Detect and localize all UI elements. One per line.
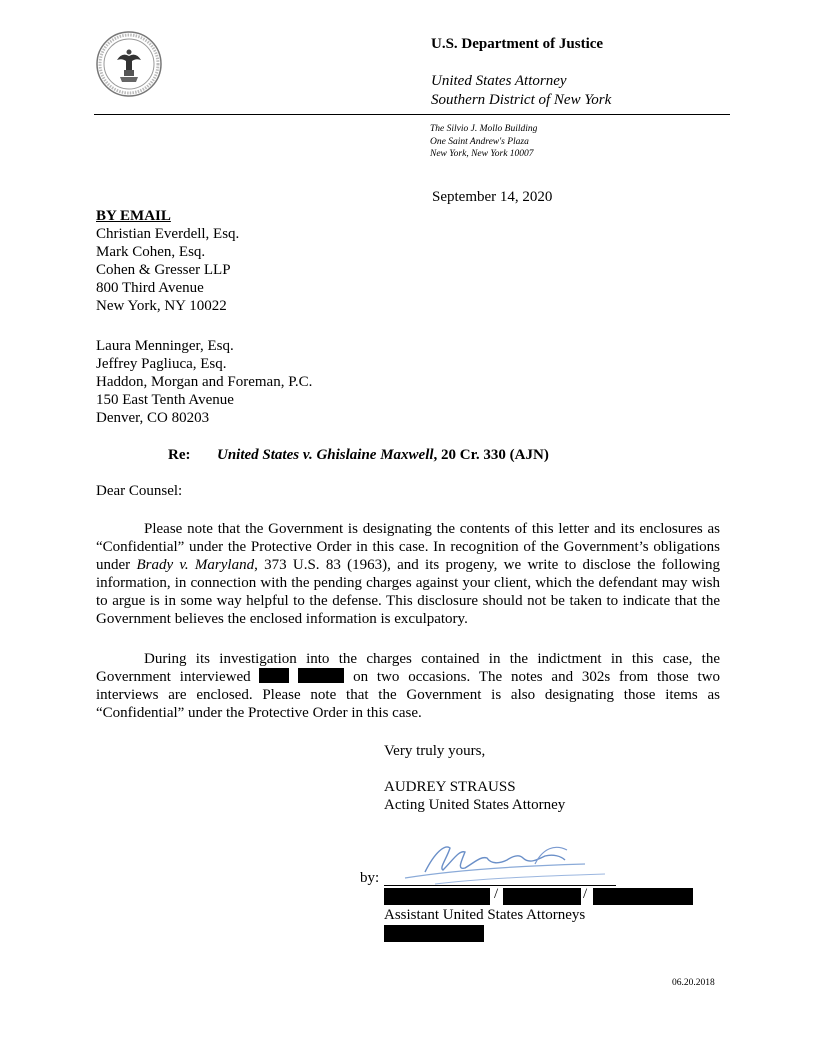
paragraph-text: Please note that the Government is designating the contents of this letter and its enclosures as “Confidential” under the Protective Order in this case. In recognition of the Government’s obligations under (96, 521, 720, 573)
redaction-box (503, 888, 581, 905)
case-name: United States v. Ghislaine Maxwell (217, 447, 434, 463)
redaction-box (384, 925, 484, 942)
re-line (168, 447, 549, 464)
recipient-line: Laura Menninger, Esq. (96, 338, 234, 354)
paragraph-text: During its investigation into the charges contained in the indictment in this case, the Government interviewed (96, 651, 720, 685)
paragraph-text: , 373 U.S. 83 (1963), and its progeny, we write to disclose the following information, in connection with the pending charges against your client, which the defendant may wish to argue is in some way helpful to the defense. This disclosure should not be taken to indicate that the Government believes the enclosed information is exculpatory. (96, 557, 720, 627)
recipient-block-1 (96, 207, 239, 315)
footer-code: 06.20.2018 (672, 978, 715, 988)
recipient-line: Haddon, Morgan and Foreman, P.C. (96, 374, 313, 390)
office-line-2: Southern District of New York (431, 92, 612, 108)
recipient-line: Cohen & Gresser LLP (96, 262, 231, 278)
address-line-2: One Saint Andrew's Plaza (430, 137, 529, 147)
recipient-line: Denver, CO 80203 (96, 410, 210, 426)
case-number: , 20 Cr. 330 (AJN) (433, 447, 549, 463)
redaction-box (384, 888, 490, 905)
recipient-line: Mark Cohen, Esq. (96, 244, 206, 260)
recipient-line: 800 Third Avenue (96, 280, 204, 296)
re-label: Re: (168, 447, 191, 463)
paragraph-text: on two occasions. The notes and 302s from those two interviews are enclosed. Please note that the Government is also designating those items as “Confidential” under the Protective Order in this case. (96, 669, 721, 721)
header-divider (94, 114, 730, 115)
handwritten-signature (395, 834, 615, 890)
department-name: U.S. Department of Justice (431, 36, 604, 52)
doj-seal-logo (92, 30, 166, 98)
case-citation: Brady v. Maryland (136, 557, 255, 573)
salutation: Dear Counsel: (96, 483, 183, 499)
by-label: by: (360, 870, 380, 886)
redaction-box (593, 888, 693, 905)
body-paragraph-1 (96, 520, 720, 628)
address-line-3: New York, New York 10007 (430, 149, 534, 159)
recipient-line: Christian Everdell, Esq. (96, 226, 240, 242)
ausa-label: Assistant United States Attorneys (384, 907, 586, 923)
signature-line (384, 885, 616, 886)
name-separator: / (583, 886, 588, 902)
redaction-box (298, 668, 344, 683)
signer-title: Acting United States Attorney (384, 797, 566, 813)
address-line-1: The Silvio J. Mollo Building (430, 124, 538, 134)
delivery-method: BY EMAIL (96, 208, 171, 224)
recipient-line: Jeffrey Pagliuca, Esq. (96, 356, 227, 372)
body-paragraph-2 (96, 650, 720, 722)
letter-date: September 14, 2020 (432, 189, 553, 205)
redaction-box (259, 668, 289, 683)
closing: Very truly yours, (384, 743, 486, 759)
recipient-line: 150 East Tenth Avenue (96, 392, 234, 408)
office-line-1: United States Attorney (431, 73, 567, 89)
case-caption (217, 447, 549, 464)
recipient-line: New York, NY 10022 (96, 298, 227, 314)
signer-name: AUDREY STRAUSS (384, 779, 516, 795)
recipient-block-2 (96, 337, 312, 427)
name-separator: / (494, 886, 499, 902)
